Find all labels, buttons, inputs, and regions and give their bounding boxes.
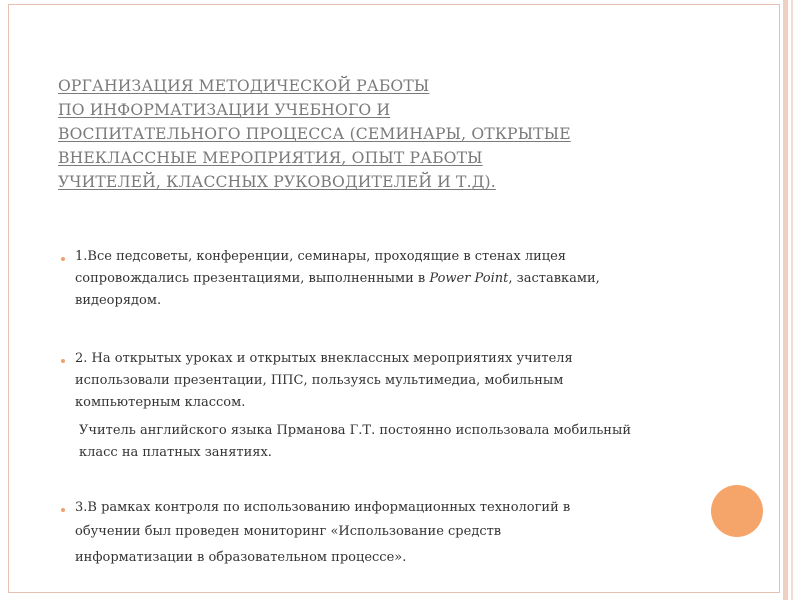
bullet-dot-icon bbox=[61, 359, 65, 363]
list-item-text: компьютерным классом. bbox=[75, 395, 246, 410]
list-item-3 bbox=[75, 497, 715, 569]
list-item-text: Учитель английского языка Прманова Г.Т. постоянно использовала мобильный bbox=[79, 423, 631, 438]
list-item-text: информатизации в образовательном процессе». bbox=[75, 550, 407, 565]
list-item-text: класс на платных занятиях. bbox=[79, 445, 272, 460]
title-line: ВНЕКЛАССНЫЕ МЕРОПРИЯТИЯ, ОПЫТ РАБОТЫ bbox=[58, 149, 483, 167]
list-item-text: 2. На открытых уроках и открытых внеклассных мероприятиях учителя bbox=[75, 351, 573, 366]
list-item-text: сопровождались презентациями, выполненными в Power Point, заставками, bbox=[75, 271, 600, 286]
decorative-orange-circle bbox=[711, 485, 763, 537]
list-item-text: 1.Все педсоветы, конференции, семинары, проходящие в стенах лицея bbox=[75, 249, 566, 264]
decorative-stripe-thin bbox=[791, 0, 793, 600]
bullet-dot-icon bbox=[61, 257, 65, 261]
slide-title bbox=[58, 74, 738, 194]
title-line: ОРГАНИЗАЦИЯ МЕТОДИЧЕСКОЙ РАБОТЫ bbox=[58, 77, 430, 95]
title-line: ВОСПИТАТЕЛЬНОГО ПРОЦЕССА (СЕМИНАРЫ, ОТКРЫТЫЕ bbox=[58, 125, 571, 143]
decorative-stripe bbox=[783, 0, 788, 600]
list-item-2-note bbox=[79, 420, 719, 464]
title-line: ПО ИНФОРМАТИЗАЦИИ УЧЕБНОГО И bbox=[58, 101, 391, 119]
list-item-text: обучении был проведен мониторинг «Использование средств bbox=[75, 524, 502, 539]
list-item-text: использовали презентации, ППС, пользуясь мультимедиа, мобильным bbox=[75, 373, 564, 388]
power-point-name: Power Point bbox=[429, 271, 509, 286]
list-item-1 bbox=[75, 246, 715, 312]
list-item-text: видеорядом. bbox=[75, 293, 162, 308]
list-item-text: 3.В рамках контроля по использованию информационных технологий в bbox=[75, 500, 571, 515]
list-item-2 bbox=[75, 348, 715, 414]
bullet-dot-icon bbox=[61, 508, 65, 512]
title-line: УЧИТЕЛЕЙ, КЛАССНЫХ РУКОВОДИТЕЛЕЙ И Т.Д). bbox=[58, 173, 496, 191]
